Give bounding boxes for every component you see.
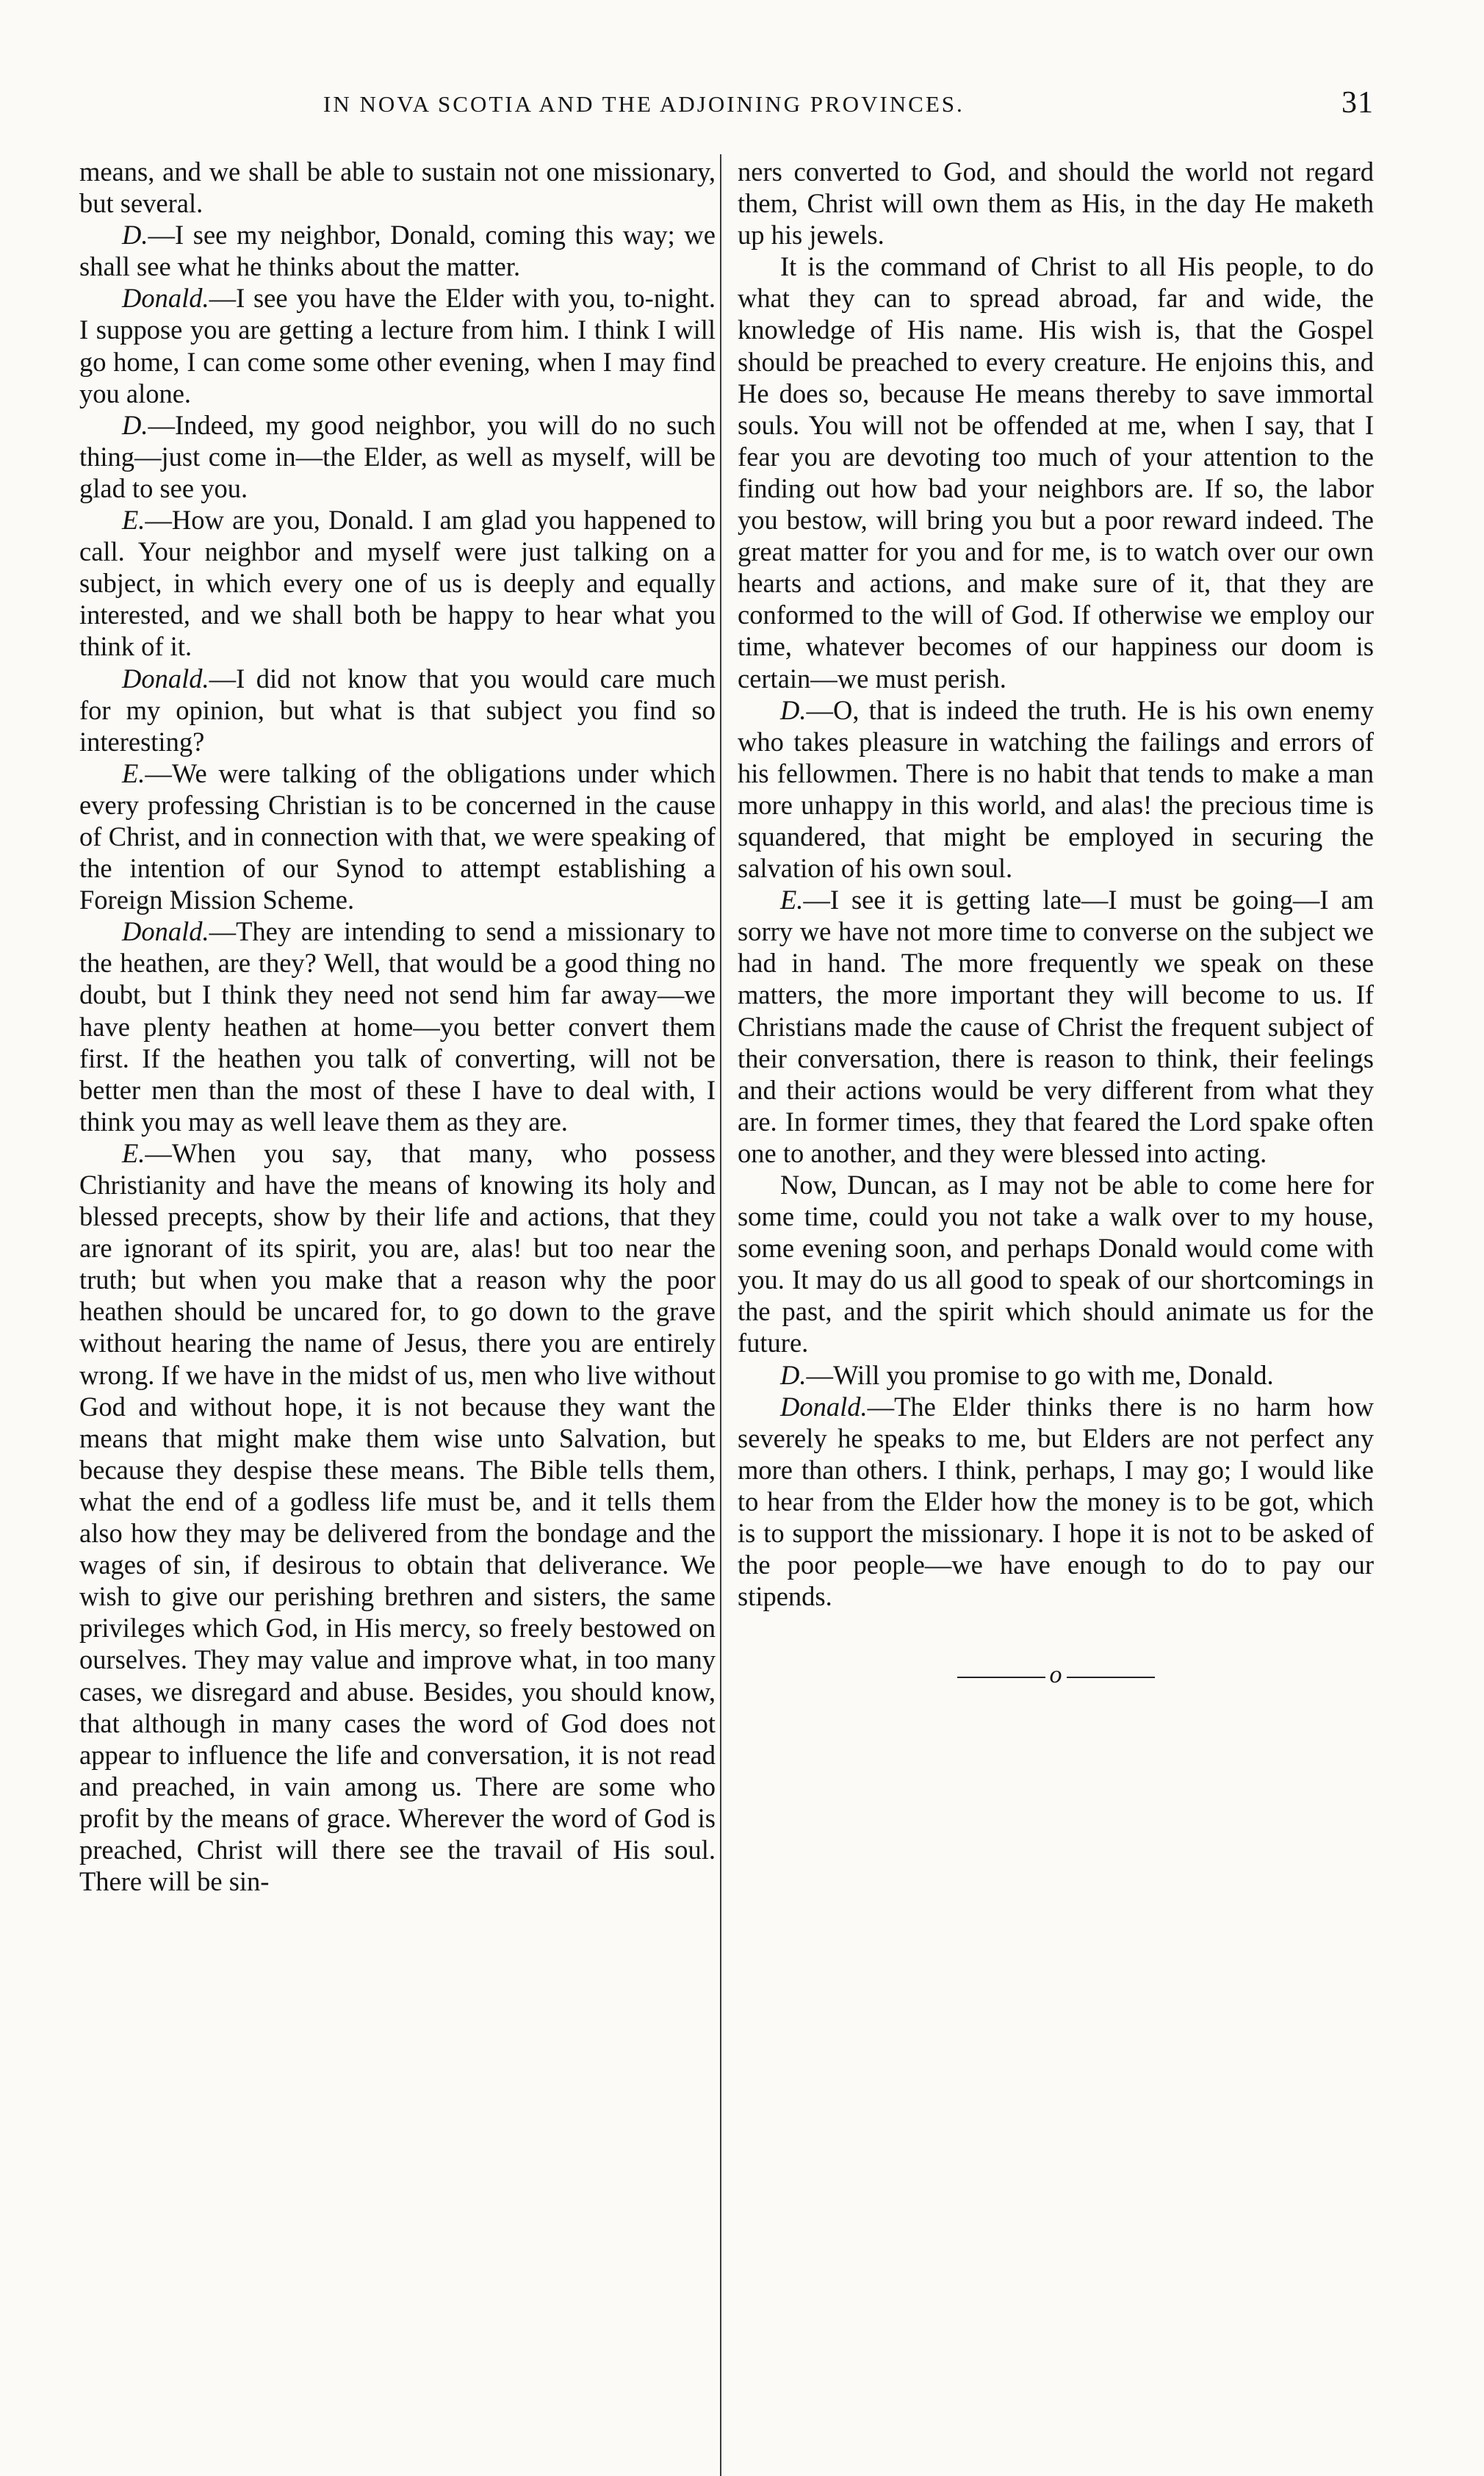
speaker-name: D. [780, 694, 807, 725]
speaker-name: Donald. [780, 1391, 868, 1422]
speaker-name: Donald. [122, 916, 209, 947]
speaker-name: E. [780, 885, 804, 915]
column-divider [720, 154, 721, 2476]
paragraph: ners converted to God, and should the world not regard them, Christ will own them as His, in the day He maketh up his jewels. [738, 156, 1374, 251]
paragraph: Donald.—The Elder thinks there is no harm how severely he speaks to me, but Elders are not perfect any more than others. I think, perhaps, I may go; I would like to hear from the Elder how the money is to be got, which is to support the missionary. I hope it is not to be asked of the poor people—we have enough to do to pay our stipends. [738, 1391, 1374, 1612]
paragraph: D.—Indeed, my good neighbor, you will do no such thing—just come in—the Elder, as well as myself, will be glad to see you. [79, 409, 716, 503]
paragraph: It is the command of Christ to all His people, to do what they can to spread abroad, far and wide, the knowledge of His name. His wish is, that the Gospel should be preached to every creature. He enjoins this, and He does so, because He means thereby to save immortal souls. You will not be offended at me, when I say, that I fear you are devoting too much of your attention to the finding out how bad your neighbors are. If so, the labor you bestow, will bring you but a poor reward indeed. The great matter for you and for me, is to watch over our own hearts and actions, and make sure of it, that they are conformed to the will of God. If otherwise we employ our time, whatever becomes of our happiness our doom is certain—we must perish. [738, 251, 1374, 694]
speaker-name: Donald. [122, 663, 209, 694]
speaker-name: Donald. [122, 283, 209, 314]
running-head [323, 86, 1374, 128]
paragraph: D.—I see my neighbor, Donald, coming this way; we shall see what he thinks about the matter. [79, 220, 716, 282]
paragraph: D.—O, that is indeed the truth. He is his own enemy who takes pleasure in watching the failings and errors of his fellowmen. There is no habit that tends to make a man more unhappy in this world, and alas! the precious time is squandered, that might be employed in securing the salvation of his own soul. [738, 694, 1374, 884]
paragraph: Donald.—They are intending to send a missionary to the heathen, are they? Well, that would be a good thing no doubt, but I think they need not send him far away—we have plenty heathen at home—you better convert them first. If the heathen you talk of converting, will not be better men than the most of these I have to deal with, I think you may as well leave them as they are. [79, 916, 716, 1137]
section-divider-ornament: o [738, 1660, 1374, 1690]
paragraph: E.—How are you, Donald. I am glad you happened to call. Your neighbor and myself were just talking on a subject, in which every one of us is deeply and equally interested, and we shall both be happy to hear what you think of it. [79, 505, 716, 662]
paragraph: E.—When you say, that many, who possess Christianity and have the means of knowing its holy and blessed precepts, show by their life and actions, that they are ignorant of its spirit, you are, alas! but too near the truth; but when you make that a reason why the poor heathen should be uncared for, to go down to the grave without hearing the name of Jesus, there you are entirely wrong. If we have in the midst of us, men who live without God and without hope, it is not because they want the means that might make them wise unto Salvation, but because they despise these means. The Bible tells them, what the end of a godless life must be, and it tells them also how they may be delivered from the bondage and the wages of sin, if desirous to obtain that deliverance. We wish to give our perishing brethren and sisters, the same privileges which God, in His mercy, so freely bestowed on ourselves. They may value and improve what, in too many cases, we disregard and abuse. Besides, you should know, that although in many cases the word of God does not appear to influence the life and conversation, it is not read and preached, in vain among us. There are some who profit by the means of grace. Wherever the word of God is preached, Christ will there see the travail of His soul. There will be sin- [79, 1137, 716, 1897]
paragraph: E.—We were talking of the obligations under which every professing Christian is to be concerned in the cause of Christ, and in connection with that, we were speaking of the intention of our Synod to attempt establishing a Foreign Mission Scheme. [79, 757, 716, 915]
speaker-name: E. [122, 757, 145, 788]
paragraph: means, and we shall be able to sustain not one missionary, but several. [79, 156, 716, 219]
speaker-name: E. [122, 505, 145, 536]
running-title: IN NOVA SCOTIA AND THE ADJOINING PROVINCES. [323, 91, 965, 117]
paragraph: Now, Duncan, as I may not be able to come here for some time, could you not take a walk over to my house, some evening soon, and perhaps Donald would come with you. It may do us all good to speak of our shortcomings in the past, and the spirit which should animate us for the future. [738, 1170, 1374, 1358]
speaker-name: D. [122, 409, 148, 440]
paragraph: D.—Will you promise to go with me, Donald. [780, 1359, 1274, 1390]
right-column [738, 156, 1374, 1690]
speaker-name: D. [780, 1359, 807, 1390]
left-column [79, 156, 716, 1897]
paragraph: Donald.—I did not know that you would care much for my opinion, but what is that subject you find so interesting? [79, 663, 716, 757]
speaker-name: E. [122, 1137, 145, 1168]
paragraph: Donald.—I see you have the Elder with you, to-night. I suppose you are getting a lecture from him. I think I will go home, I can come some other evening, when I may find you alone. [79, 283, 716, 409]
page-number: 31 [1341, 86, 1374, 120]
paragraph: E.—I see it is getting late—I must be going—I am sorry we have not more time to converse on the subject we had in hand. The more frequently we speak on these matters, the more important they will become to us. If Christians made the cause of Christ the frequent subject of their conversation, there is reason to think, their feelings and their actions would be very different from what they are. In former times, they that feared the Lord spake often one to another, and they were blessed into acting. [738, 885, 1374, 1168]
speaker-name: D. [122, 220, 148, 251]
